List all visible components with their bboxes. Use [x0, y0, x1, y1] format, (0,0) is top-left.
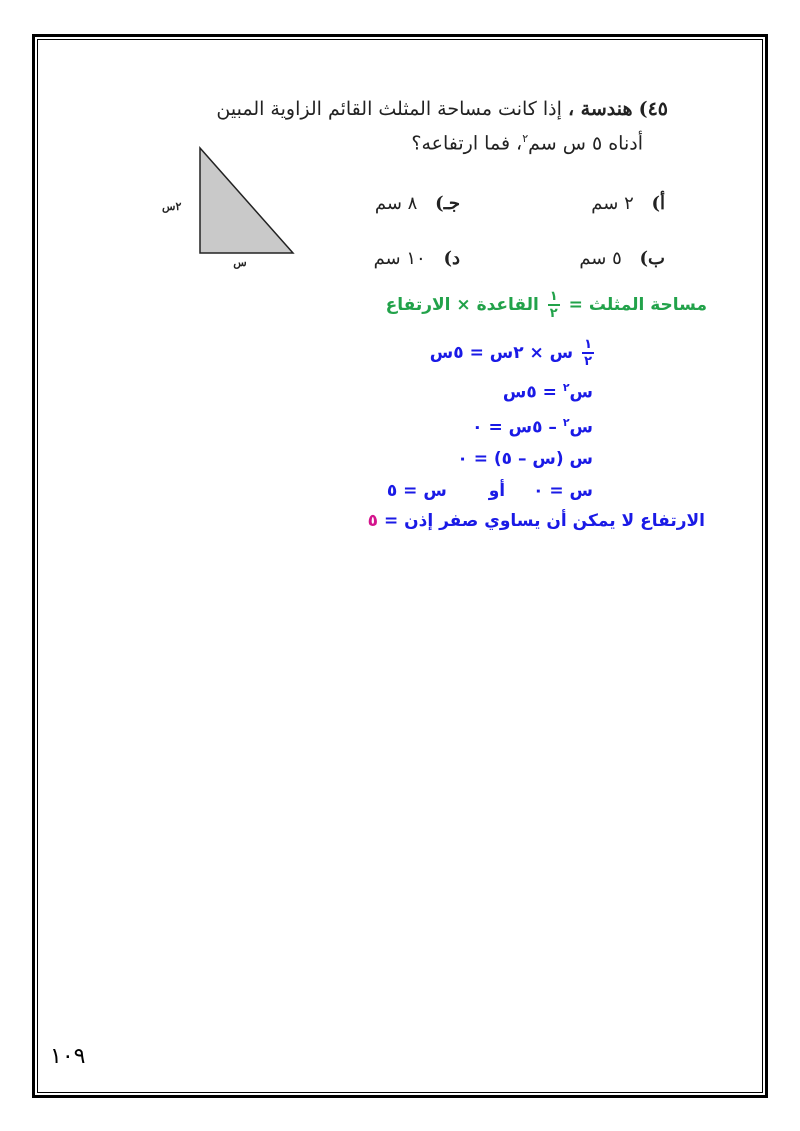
question-line-1	[216, 98, 668, 120]
step1-denominator: ٢	[584, 354, 592, 369]
step5-first-root: س = ٠	[533, 481, 593, 501]
question-topic: هندسة ،	[567, 98, 633, 120]
base-label: س	[233, 256, 247, 269]
step2-exponent: ٢	[562, 381, 570, 394]
solution-step-1	[430, 338, 597, 368]
area-formula	[386, 290, 707, 320]
option-c-letter: جـ)	[435, 193, 460, 214]
option-b-value: ٥ سم	[579, 248, 622, 269]
option-a[interactable]	[591, 193, 665, 214]
step3-exponent: ٢	[562, 416, 570, 429]
triangle-shape	[200, 148, 293, 253]
solution-conclusion	[368, 511, 705, 531]
option-b-letter: ب)	[639, 248, 665, 269]
step2-text: = ٥س	[502, 382, 563, 403]
question-text-3: ، فما ارتفاعه؟	[411, 132, 523, 155]
question-text-1: إذا كانت مساحة المثلث القائم الزاوية المبين	[216, 98, 562, 120]
step2-var: س	[569, 382, 593, 403]
fraction-denominator: ٢	[549, 306, 558, 321]
option-a-letter: أ)	[651, 193, 665, 214]
option-d-letter: د)	[443, 248, 460, 269]
solution-step-5	[387, 481, 593, 501]
solution-step-2	[503, 381, 593, 403]
question-line-2	[411, 132, 643, 154]
question-exponent: ٢	[522, 132, 529, 145]
half-fraction	[548, 290, 560, 320]
final-answer: ٥	[367, 511, 379, 531]
option-c[interactable]	[375, 193, 460, 214]
option-d[interactable]	[374, 248, 460, 269]
solution-step-3	[472, 416, 593, 438]
question-number: ٤٥)	[638, 98, 668, 120]
option-a-value: ٢ سم	[591, 193, 634, 214]
step1-text: س × ٢س = ٥س	[429, 343, 574, 363]
fraction-numerator: ١	[549, 289, 558, 304]
step3-text: – ٥س = ٠	[472, 417, 563, 438]
option-c-value: ٨ سم	[374, 193, 418, 214]
solution-step-4: س (س – ٥) = ٠	[457, 449, 593, 469]
question-text-2: أدناه ٥ س سم	[528, 132, 643, 155]
conclusion-text: الارتفاع لا يمكن أن يساوي صفر إذن =	[378, 511, 705, 531]
formula-left: مساحة المثلث =	[568, 295, 707, 315]
step5-second-root: س = ٥	[386, 481, 447, 501]
right-triangle-figure	[160, 140, 300, 270]
formula-right: القاعدة × الارتفاع	[385, 295, 539, 315]
step5-or: أو	[488, 481, 506, 501]
option-b[interactable]	[579, 248, 665, 269]
option-d-value: ١٠ سم	[373, 248, 426, 269]
page-number: ١٠٩	[50, 1044, 86, 1069]
step1-half-fraction	[582, 338, 594, 368]
height-label: ٢س	[162, 200, 182, 213]
step3-var: س	[569, 417, 593, 438]
step1-numerator: ١	[584, 337, 592, 352]
